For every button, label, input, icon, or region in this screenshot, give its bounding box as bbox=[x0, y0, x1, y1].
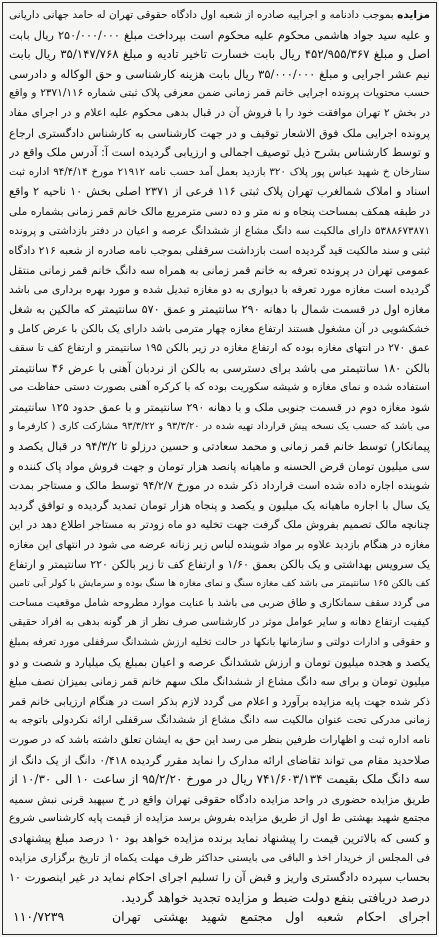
notice-line: حسب محتویات پرونده اجرایی خانم قمر زمانی ضمن معرفی پلاک ثبتی شماره ۲۳۷۱/۱۱۶ و واقع bbox=[9, 87, 430, 100]
notice-line: مجتمع شهید بهشتی ط اول از طریق مزایده بفروش برسد مزایده از قیمت پایه کارشناسی شروع bbox=[9, 812, 430, 825]
notice-line: پیمانکار) توسط خانم قمر زمانی و محمد سعادتی و حسین درزلو تا ۹۴/۳/۲ در قبال یکصد و bbox=[9, 440, 430, 454]
notice-line: می باشد که حسب یک نسخه پیش قرارداد تهیه شده در ۹۳/۳/۲۰ و ۹۳/۳/۲۲ مشارکت کاری ( کارفرما و bbox=[9, 421, 430, 433]
notice-line: نامه اداره ثبت و اظهارات طرفین بنظر می رسد این حق به ایشان تعلق داشته باشد که در صورت bbox=[9, 733, 430, 746]
notice-line: ستارخان خ شهید عباس پور پلاک ۳۲۰ بازدید بعمل آمد حسب نامه ۲۱۹۱۲ مورخ ۹۴/۴/۱۴ اداره ثبت bbox=[9, 165, 430, 178]
notice-line: پرونده اجرایی ملک فوق الاشعار توقیف و در جهت کارشناسی به کارشناس دادگستری ارجاع bbox=[9, 126, 430, 140]
notice-line: و علیه سید جواد هاشمی محکوم علیه محکوم است بپرداخت مبلغ ۲۵۰/۰۰۰/۰۰۰ ریال بابت bbox=[9, 28, 430, 42]
notice-line: و حقوقی و ادارات دولتی و سازمانها بانکها در حالت تخلیه ارزش ششدانگ سرقفلی مورد تعرفه بمبلغ bbox=[9, 637, 430, 648]
notice-line: یکصد و هجده میلیون تومان و ارزش ششدانگ عرصه و اعیان بمبلغ یک میلیارد و شصت و دو bbox=[9, 655, 430, 669]
notice-line: سی میلیون تومان قرض الحسنه و ماهیانه پانصد هزار تومان و جهت فروش مواد پاک کننده و bbox=[9, 459, 430, 473]
notice-line: کف بالکن ۱۶۵ سانتیمتر می باشد کف مغازه سنگ و نمای مغازه ها سنگ بوده و سرمایش با کولر آبی تامین bbox=[9, 578, 430, 590]
notice-line: کیفیت ارتفاع دهانه و سایر عوامل موثر در کارشناسی صرف نظر از هر گونه بدهی به افراد حقیقی bbox=[9, 616, 430, 629]
notice-line bbox=[9, 6, 430, 26]
notice-line: عمق ۲۷۰ در انتهای مغازه بوده که ارتفاع مغازه در زیر بالکن ۱۹۵ سانتیمتر و ارتفاع کف تا سقف bbox=[9, 342, 430, 355]
notice-line: شود مغازه دوم در قسمت جنوبی ملک و با دهانه ۲۹۰ سانتیمتر و با عمق حدود ۱۲۵ سانتیمتر bbox=[9, 400, 430, 414]
notice-line: اصل و مبلغ ۴۵۲/۹۵۵/۳۶۷ ریال بابت خسارت تاخیر تادیه و مبلغ ۳۵/۱۴۷/۷۶۸ ریال بابت bbox=[9, 47, 430, 62]
notice-line: عمومی تهران در پرونده تعرفه به خانم قمر زمانی به همراه سه دانگ خانم قمر زمانی منتقل bbox=[9, 263, 430, 277]
notice-line: یک سرویس بهداشتی و یک بالکن بعمق ۱/۶۰ و ارتفاع کف تا زیر بالکن ۲۲۰ سانتیمتر و ارتفاع bbox=[9, 557, 430, 571]
notice-line: ۵۳۸۸۶۷۳۸۷۱ دارای مالکیت سه دانگ مشاع از ششدانگ عرصه و اعیان در دفتر بازداشتی و پرونده bbox=[9, 224, 430, 237]
notice-footer bbox=[9, 907, 430, 927]
notice-line: مغازه در هنگام بازدید علاوه بر مواد شوینده لباس زیر زنانه عرضه می شود در انتهای این مغازه bbox=[9, 538, 430, 552]
notice-line: مغازه اول در قسمت شمال با دهانه ۲۹۰ سانتیمتر و عمق ۵۷۰ سانتیمتر که مالکین به شغل bbox=[9, 302, 430, 316]
notice-line: نیم عشر اجرایی و مبلغ ۳۵/۰۰۰/۰۰۰ ریال بابت هزینه کارشناسی و حق الوکاله و دادرسی bbox=[9, 66, 430, 81]
notice-line: استفاده شده و نمای مغازه و شیشه سکوریت بوده که با کرکره آهنی بصورت دستی حفاظت می bbox=[9, 381, 430, 394]
notice-line: گردیده است مغازه مورد تعرفه با دیواری به دو مغازه تبدیل شده و مورد بهره برداری می باشد bbox=[9, 283, 430, 297]
notice-line: بحساب سپرده دادگستری واریز و قبض آن را تسلیم اجرای احکام نماید در غیر اینصورت ۱۰ bbox=[9, 871, 430, 885]
notice-line: فی المجلس از خریدار اخذ و الباقی می بایستی حداکثر ظرف مهلت یکماه از تاریخ برگزاری مزایده bbox=[9, 851, 430, 864]
notice-frame bbox=[2, 2, 437, 935]
notice-line: صلاحدید مقام می تواند تقاضای ارائه مدارک را نماید مقرر گردیده ۰/۴۱۸ دانگ از یک دانگ از bbox=[9, 753, 430, 767]
notice-line: خشکشویی در آن مشغول هستند ارتفاع مغازه چهار مترمی باشد دارای یک بالکن با عرض کامل و bbox=[9, 322, 430, 335]
notice-line: زمانی مدرکی تحت عنوان مالکیت سه دانگ مشاع از ششدانگ سرقفلی ارائه نکردولی باتوجه به bbox=[9, 714, 430, 727]
notice-line: چنانچه مالک تصمیم بفروش ملک گرفت جهت تخلیه دو ماه زودتر به مستاجر اطلاع دهد در این bbox=[9, 518, 430, 532]
notice-heading: مزایده bbox=[397, 9, 430, 21]
notice-line: در طبقه همکف بمساحت پنجاه و نه متر و ده دسی مترمربع مالک خانم قمر زمانی بشماره ملی bbox=[9, 204, 430, 218]
notice-line: سه دانگ ملک بقیمت ۷۴۱/۶۰۳/۱۳۴ ریال در مورخ ۹۵/۲/۲۰ از ساعت ۱۰ الی ۱۰/۳۰ از bbox=[9, 772, 430, 787]
notice-line: ثبتی و سند مالکیت قید گردیده است بازداشت سرقفلی بموجب نامه صادره از شعبه ۲۱۶ دادگاه bbox=[9, 244, 430, 258]
notice-line: ذکر شده جهت پایه مزایده برآورد و اعلام می گردد لازم بذکر است در هنگام ارزیابی خانم قمر bbox=[9, 694, 430, 708]
notice-line: اسناد و املاک شمالغرب تهران پلاک ثبتی ۱۱۶ فرعی از ۲۳۷۱ اصلی بخش ۱۰ ناحیه ۲ واقع bbox=[9, 185, 430, 199]
notice-line: یک سال با اجاره ماهیانه یک میلیون و یکصد و پنجاه هزار تومان تمدید گردیده و توافق گردید bbox=[9, 498, 430, 512]
issuer-signature: اجرای احکام شعبه اول مجتمع شهید بهشتی تهران bbox=[112, 909, 430, 925]
notice-line: بالکن ۱۸۰ سانتیمتر می باشد برای دسترسی به بالکن از نردبان آهنی با عرض ۴۶ سانتیمتر bbox=[9, 361, 430, 375]
notice-line-text: بموجب دادنامه و اجراییه صادره از شعبه اول دادگاه حقوقی تهران له حامد جهانی داریانی bbox=[9, 9, 394, 21]
notice-line: می گردد سقف سمانکاری و طاق ضربی می باشد با عنایت موارد مطروحه شامل موقعیت مساحت bbox=[9, 596, 430, 609]
notice-line: و کسی که بالاترین قیمت را پیشنهاد نماید برنده مزایده خواهد بود ۱۰ درصد مبلغ پیشنهادی bbox=[9, 831, 430, 845]
notice-line: و توسط کارشناس بشرح ذیل توصیف اجمالی و ارزیابی گردیده است آ: آدرس ملک واقع در bbox=[9, 146, 430, 160]
notice-line: شوینده اجاره داده شده است قرارداد ذکر شده در مورخ ۹۴/۲/۷ توسط مالک و مستاجر بمدت bbox=[9, 479, 430, 493]
notice-line: درصد دریافتی بنفع دولت ضبط و مزایده تجدید خواهد گردید. bbox=[121, 889, 430, 905]
notice-code: ۱۱۰/۷۲۳۹ bbox=[13, 909, 65, 925]
notice-line: طریق مزایده حضوری در واحد مزایده دادگاه حقوقی تهران واقع در خ سپهبد قرنی نبش سمیه bbox=[9, 792, 430, 806]
notice-line: در بخش ۲ تهران موافقت خود را با فروش آن در قبال بدهی محکوم علیه اعلام و در اجرای مفاد bbox=[9, 106, 430, 119]
notice-line: میلیون تومان و برای سه دانگ مشاع از ششدانگ ملک سهم خانم قمر زمانی بمیزان نصف مبلغ bbox=[9, 675, 430, 689]
